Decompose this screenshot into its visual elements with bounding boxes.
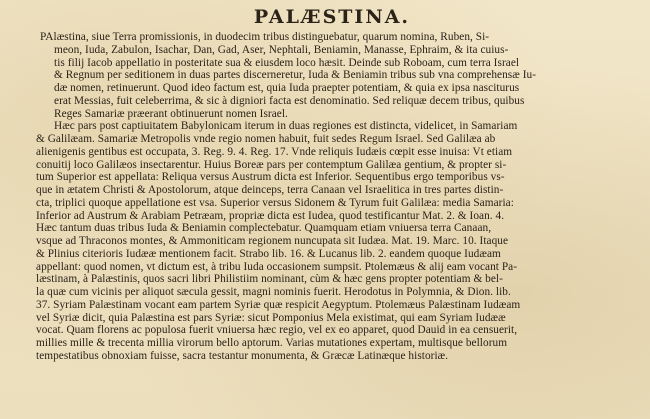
text-line: tempestatibus obnoxiam fuisse, sacra testantur monumenta, & Græcæ Latinæque historiæ.	[36, 349, 449, 362]
text-line: læstinam, à Palæstinis, quos sacri libri Philistiim nominant, cùm & hæc gens propter potentiam & bel-	[36, 273, 503, 286]
text-line: 37. Syriam Palæstinam vocant eam partem Syriæ quæ respicit Aegyptum. Ptolemæus Palæstinam Iudæam	[36, 298, 521, 311]
page-title: PALÆSTINA.	[253, 6, 411, 28]
body-text	[36, 31, 628, 363]
text-line: vel Syriæ dicit, quia Palæstina est pars Syriæ: sicut Pomponius Mela existimat, qui eam Syriam Iudææ	[36, 311, 506, 324]
text-line: meon, Iuda, Zabulon, Isachar, Dan, Gad, Aser, Nephtali, Beniamin, Manasse, Ephraim, & ita cuius-	[54, 43, 509, 56]
text-line: & Galilæam. Samariæ Metropolis vnde regio nomen habuit, fuit sedes Regum Israel. Sed Galilæa ab	[36, 133, 496, 145]
text-line: dæ nomen, retinuerunt. Quod ideo factum est, quia Iuda praepter potentiam, & quia ex ipsa nasciturus	[54, 82, 520, 94]
text-line: millies mille & trecenta millia virorum bello aptorum. Varias mutationes expertam, multisque bellorum	[36, 337, 508, 349]
text-line: tum Superior est appellata: Reliqua versus Austrum dicta est Inferior. Sequentibus ergo temporibus vs-	[36, 171, 505, 184]
text-line: Reges Samariæ præerant obtinuerunt nomen Israel.	[54, 107, 288, 120]
text-line: & Plinius citerioris Iudææ mentionem facit. Strabo lib. 16. & Lucanus lib. 2. eandem quoque Iudæam	[36, 247, 501, 260]
text-line: Hæc tantum duas tribus Iuda & Beniamin complectebatur. Quamquam etiam vniuersa terra Canaan,	[36, 222, 492, 235]
text-line: erat Messias, fuit celeberrima, & sic à digniori facta est denominatio. Sed reliquæ decem tribus, quibus	[54, 94, 525, 107]
text-line: & Regnum per seditionem in duas partes discerneretur, Iuda & Beniamin tribus sub vna comprehensæ Iu-	[54, 69, 537, 82]
text-line: alienigenis gentibus est occupata, 3. Reg. 9. 4. Reg. 17. Vnde reliquis Iudæis cœpit esse inuisa: Vt etiam	[36, 145, 513, 158]
text-line: vsque ad Thraconos montes, & Ammoniticam regionem nuncupata sit Iudæa. Mat. 19. Marc. 10. Itaque	[36, 235, 509, 247]
text-line: vocat. Quam florens ac populosa fuerit vniuersa hæc regio, vel ex eo apparet, quod Dauid in ea censuerit,	[36, 324, 518, 337]
text-line: Hæc pars post captiuitatem Babylonicam iterum in duas regiones est distincta, videlicet, in Samariam	[54, 120, 518, 133]
text-line: cta, triplici quoque appellatione est vsa. Superior versus Sidonem & Tyrum fuit Galilæa: media Samaria:	[36, 196, 514, 209]
text-line: la quæ cum vicinis per aliquot sæcula gessit, magni nominis fuerit. Herodotus in Polymnia, & Dion. lib.	[36, 286, 511, 298]
text-line: que in ætatem Christi & Apostolorum, atque deinceps, terra Canaan vel Israelitica in tres partes distin-	[36, 184, 504, 196]
text-line: tis filij Iacob appellatio in posteritate sua & eiusdem loco hæsit. Deinde sub Roboam, cum terra Israel	[54, 56, 520, 69]
text-line: Inferior ad Austrum & Arabiam Petræam, propriæ dicta est Iudea, quod testificantur Mat. 2. & Ioan. 4.	[36, 209, 505, 222]
text-line: appellant: quod nomen, vt dictum est, à tribu Iuda occasionem sumpsit. Ptolemæus & alij eam vocant Pa-	[36, 260, 518, 273]
text-line: conuitij loco Galilæos insectarentur. Huius Boreæ pars per contemptum Galilæa gentium, & propter si-	[36, 158, 507, 171]
text-line: PAlæstina, siue Terra promissionis, in duodecim tribus distinguebatur, quarum nomina, Ruben, Si-	[40, 31, 490, 43]
